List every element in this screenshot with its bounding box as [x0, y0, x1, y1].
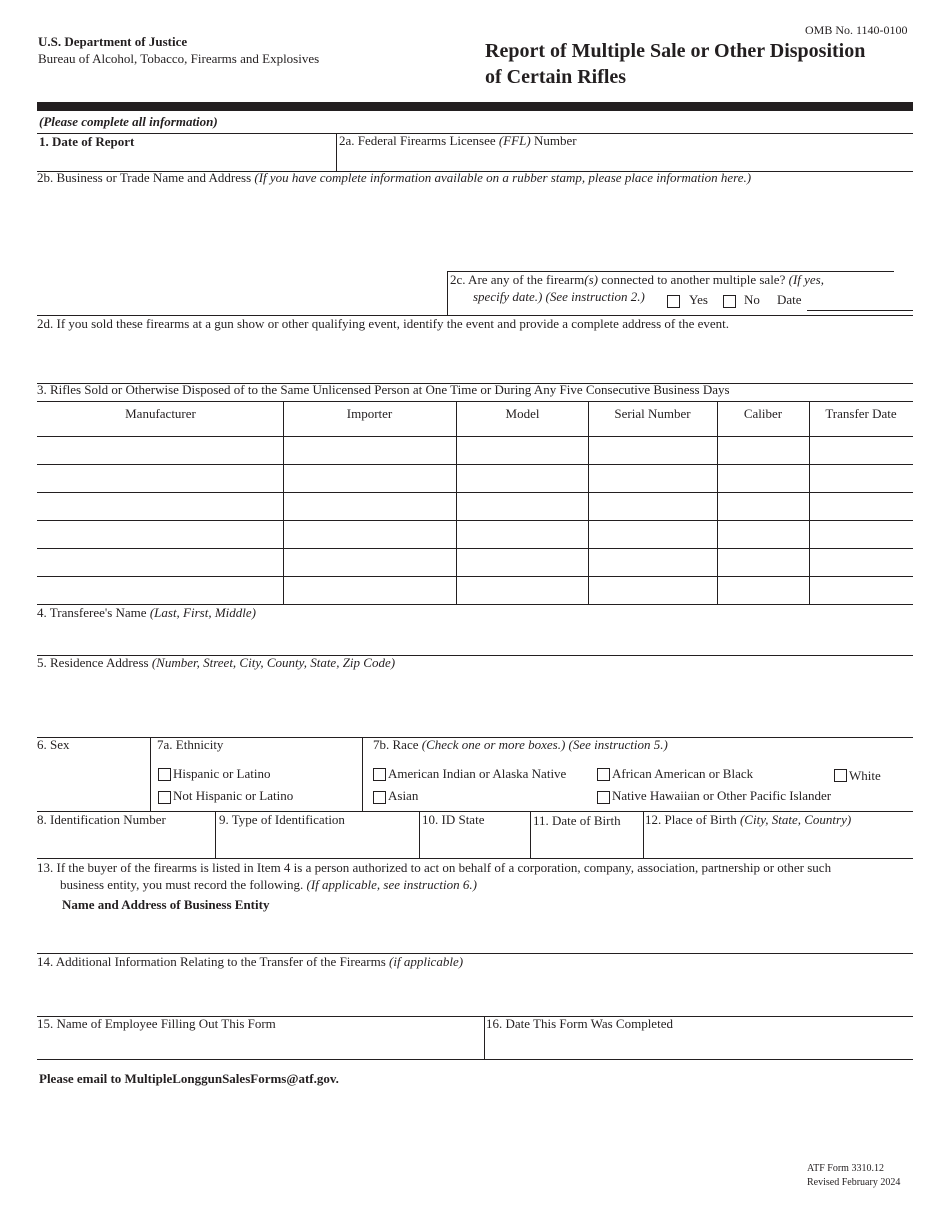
multiple-sale-no-checkbox[interactable] [723, 295, 736, 308]
column-divider [809, 401, 810, 604]
item-2c-label: 2c. Are any of the firearm(s) connected to another multiple sale? (If yes, [450, 272, 824, 287]
item-2a-label: 2a. Federal Firearms Licensee (FFL) Number [339, 133, 577, 148]
place-of-birth-input[interactable] [649, 834, 908, 856]
divider [37, 401, 913, 402]
item-11-label: 11. Date of Birth [533, 813, 621, 828]
item-15-label: 15. Name of Employee Filling Out This Form [37, 1016, 276, 1031]
additional-information-input[interactable] [42, 975, 906, 1011]
not-hispanic-label: Not Hispanic or Latino [173, 788, 294, 803]
omb-number: OMB No. 1140-0100 [805, 23, 908, 37]
identification-type-input[interactable] [222, 834, 416, 856]
column-header-caliber: Caliber [743, 406, 783, 421]
revision-date: Revised February 2024 [807, 1177, 901, 1188]
item-7b-label: 7b. Race (Check one or more boxes.) (See instruction 5.) [373, 737, 668, 752]
business-entity-input[interactable] [62, 918, 906, 946]
department-name: U.S. Department of Justice [38, 34, 188, 49]
divider [150, 737, 151, 811]
transferee-name-input[interactable] [42, 626, 906, 650]
table-row-line [37, 520, 913, 521]
form-title-line1: Report of Multiple Sale or Other Disposition [485, 40, 866, 62]
table-row-2-manufacturer[interactable] [42, 468, 282, 490]
item-10-label: 10. ID State [422, 812, 485, 827]
date-of-birth-input[interactable] [536, 834, 642, 856]
gun-show-event-input[interactable] [42, 340, 906, 378]
column-header-transfer-date: Transfer Date [825, 406, 897, 421]
item-3-label: 3. Rifles Sold or Otherwise Disposed of to the Same Unlicensed Person at One Time or During Any Five Consecutive Business Days [37, 382, 730, 397]
table-row-1-manufacturer[interactable] [42, 440, 282, 462]
table-row-line [37, 464, 913, 465]
divider [643, 811, 644, 858]
multiple-sale-yes-checkbox[interactable] [667, 295, 680, 308]
table-row-6-manufacturer[interactable] [42, 580, 282, 602]
column-header-model: Model [505, 406, 540, 421]
item-13-label-line2: business entity, you must record the following. (If applicable, see instruction 6.) [60, 877, 477, 892]
native-hawaiian-checkbox[interactable] [597, 791, 610, 804]
divider [37, 858, 913, 859]
item-9-label: 9. Type of Identification [219, 812, 345, 827]
item-5-label: 5. Residence Address (Number, Street, City, County, State, Zip Code) [37, 655, 396, 670]
item-1-label: 1. Date of Report [39, 134, 135, 149]
item-4-label: 4. Transferee's Name (Last, First, Middle) [37, 605, 256, 620]
divider [419, 811, 420, 858]
ffl-number-input[interactable] [342, 152, 906, 170]
business-entity-label: Name and Address of Business Entity [62, 897, 270, 912]
multiple-sale-date-input[interactable] [808, 294, 912, 311]
form-title-line2: of Certain Rifles [485, 66, 627, 88]
date-of-report-input[interactable] [42, 152, 331, 170]
bureau-name: Bureau of Alcohol, Tobacco, Firearms and Explosives [38, 51, 320, 66]
header-rule [37, 102, 913, 111]
divider [484, 1016, 485, 1060]
asian-checkbox[interactable] [373, 791, 386, 804]
item-2b-label: 2b. Business or Trade Name and Address (If you have complete information available on a rubber stamp, please place information here.) [37, 170, 752, 185]
divider [530, 811, 531, 858]
column-header-manufacturer: Manufacturer [125, 406, 196, 421]
divider [37, 1059, 913, 1060]
divider [447, 271, 448, 315]
american-indian-checkbox[interactable] [373, 768, 386, 781]
item-2d-label: 2d. If you sold these firearms at a gun show or other qualifying event, identify the event and provide a complete address of the event. [37, 316, 730, 331]
column-divider [588, 401, 589, 604]
table-row-line [37, 548, 913, 549]
white-label: White [849, 768, 881, 783]
item-12-label: 12. Place of Birth (City, State, Country) [645, 812, 852, 827]
white-checkbox[interactable] [834, 769, 847, 782]
hispanic-checkbox[interactable] [158, 768, 171, 781]
column-header-importer: Importer [346, 406, 393, 421]
item-16-label: 16. Date This Form Was Completed [486, 1016, 673, 1031]
divider [215, 811, 216, 858]
not-hispanic-checkbox[interactable] [158, 791, 171, 804]
business-name-address-input[interactable] [42, 190, 906, 269]
column-divider [283, 401, 284, 604]
table-row-line [37, 492, 913, 493]
table-row-4-manufacturer[interactable] [42, 524, 282, 546]
hispanic-label: Hispanic or Latino [173, 766, 271, 781]
item-7a-label: 7a. Ethnicity [157, 737, 224, 752]
divider [336, 133, 337, 171]
employee-name-input[interactable] [42, 1036, 480, 1058]
table-row-5-manufacturer[interactable] [42, 552, 282, 574]
no-label: No [744, 292, 760, 307]
table-row-3-manufacturer[interactable] [42, 496, 282, 518]
identification-number-input[interactable] [42, 834, 214, 856]
form-completed-date-input[interactable] [490, 1036, 906, 1058]
instructions-note: (Please complete all information) [39, 114, 218, 129]
id-state-input[interactable] [425, 834, 529, 856]
column-header-serial-number: Serial Number [614, 406, 691, 421]
email-instruction: Please email to MultipleLonggunSalesForms@atf.gov. [39, 1071, 339, 1086]
native-hawaiian-label: Native Hawaiian or Other Pacific Islander [612, 788, 832, 803]
divider [362, 737, 363, 811]
date-label: Date [777, 292, 802, 307]
american-indian-label: American Indian or Alaska Native [388, 766, 567, 781]
table-row-line [37, 436, 913, 437]
item-2c-label-line2: specify date.) (See instruction 2.) [473, 289, 645, 304]
column-divider [456, 401, 457, 604]
column-divider [717, 401, 718, 604]
asian-label: Asian [388, 788, 419, 803]
african-american-checkbox[interactable] [597, 768, 610, 781]
table-row-line [37, 576, 913, 577]
sex-input[interactable] [42, 762, 146, 804]
item-13-label: 13. If the buyer of the firearms is listed in Item 4 is a person authorized to act on behalf of a corporation, company, association, partnership or other such [37, 860, 832, 875]
item-14-label: 14. Additional Information Relating to the Transfer of the Firearms (if applicable) [37, 954, 464, 969]
item-8-label: 8. Identification Number [37, 812, 166, 827]
yes-label: Yes [689, 292, 708, 307]
residence-address-input[interactable] [42, 676, 906, 732]
item-6-label: 6. Sex [37, 737, 70, 752]
form-number: ATF Form 3310.12 [807, 1163, 884, 1174]
african-american-label: African American or Black [612, 766, 754, 781]
